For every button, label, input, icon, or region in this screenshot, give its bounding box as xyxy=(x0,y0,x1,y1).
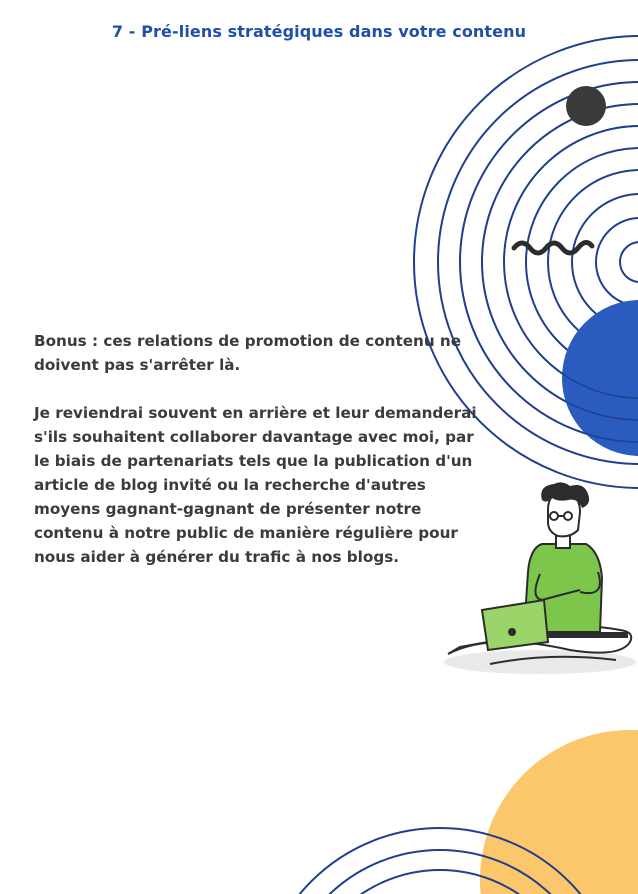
bonus-paragraph: Bonus : ces relations de promotion de contenu ne doivent pas s'arrêter là. xyxy=(34,332,462,374)
dark-dot xyxy=(566,86,606,126)
collaboration-paragraph: Je reviendrai souvent en arrière et leur demanderai s'ils souhaitent collaborer davantage avec moi, par le biais de partenariats tels que la publication d'un article de blog invité ou la recherche d'autres moyens gagnant-gagnant de présenter notre contenu à notre public de manière régulière pour nous aider à générer du trafic à nos blogs. xyxy=(34,404,477,566)
body-text xyxy=(34,329,494,569)
orange-circle xyxy=(480,730,638,894)
blue-circle xyxy=(562,300,638,456)
page-title: 7 - Pré-liens stratégiques dans votre contenu xyxy=(111,22,527,41)
